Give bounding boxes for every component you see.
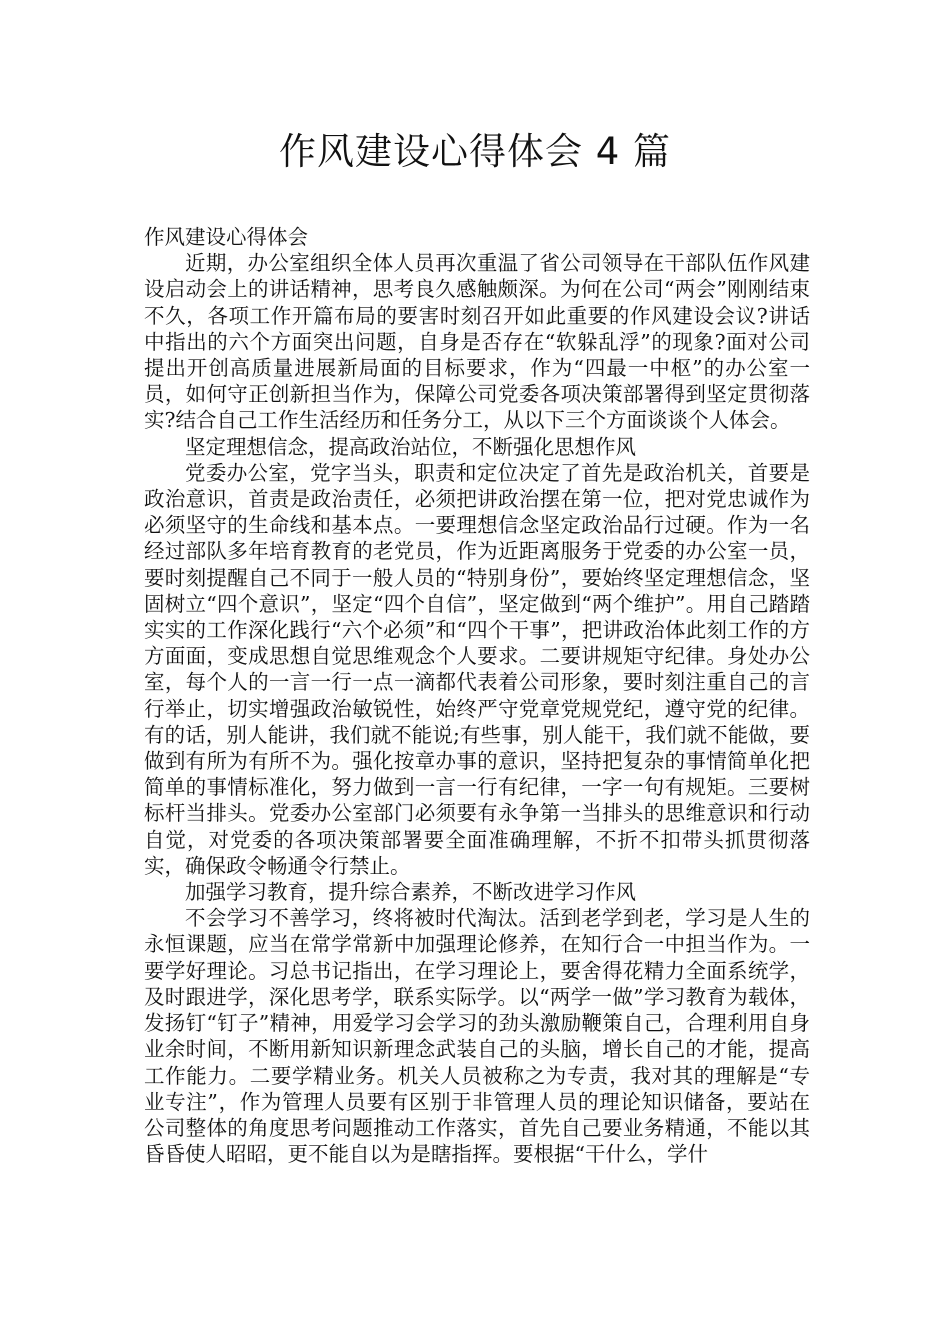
section-heading-1: 坚定理想信念，提高政治站位，不断强化思想作风: [185, 434, 636, 459]
section-heading-2: 加强学习教育，提升综合素养，不断改进学习作风: [185, 880, 636, 905]
section-subtitle: 作风建设心得体会: [144, 225, 308, 249]
document-title: 作风建设心得体会 4 篇: [278, 130, 672, 173]
paragraph-section-1: 党委办公室，党字当头，职责和定位决定了首先是政治机关，首要是政治意识，首责是政治责任，必须把讲政治摆在第一位，把对党忠诚作为必须坚守的生命线和基本点。一要理想信念坚定政治品行过硬。作为一名经过部队多年培育教育的老党员，作为近距离服务于党委的办公室一员，要时刻提醒自己不同于一般人员的“特别身份”，要始终坚定理想信念，坚固树立“四个意识”，坚定“四个自信”，坚定做到“两个维护”。用自己踏踏实实的工作深化践行“六个必须”和“四个干事”，把讲政治体此刻工作的方方面面，变成思想自觉思维观念个人要求。二要讲规矩守纪律。身处办公室，每个人的一言一行一点一滴都代表着公司形象，要时刻注重自己的言行举止，切实增强政治敏锐性，始终严守党章党规党纪，遵守党的纪律。有的话，别人能讲，我们就不能说;有些事，别人能干，我们就不能做，要做到有所为有所不为。强化按章办事的意识，坚持把复杂的事情简单化把简单的事情标准化，努力做到一言一行有纪律，一字一句有规矩。三要树标杆当排头。党委办公室部门必须要有永争第一当排头的思维意识和行动自觉，对党委的各项决策部署要全面准确理解，不折不扣带头抓贯彻落实，确保政令畅通令行禁止。: [144, 460, 810, 878]
paragraph-intro: 近期，办公室组织全体人员再次重温了省公司领导在干部队伍作风建设启动会上的讲话精神，思考良久感触颇深。为何在公司“两会”刚刚结束不久，各项工作开篇布局的要害时刻召开如此重要的作风建设会议?讲话中指出的六个方面突出问题，自身是否存在“软躲乱浮”的现象?面对公司提出开创高质量进展新局面的目标要求，作为“四最一中枢”的办公室一员，如何守正创新担当作为，保障公司党委各项决策部署得到坚定贯彻落实?结合自己工作生活经历和任务分工，从以下三个方面谈谈个人体会。: [144, 251, 810, 433]
document-body: [144, 224, 810, 1167]
paragraph-section-2: 不会学习不善学习，终将被时代淘汰。活到老学到老，学习是人生的永恒课题，应当在常学常新中加强理论修养，在知行合一中担当作为。一要学好理论。习总书记指出，在学习理论上，要舍得花精力全面系统学，及时跟进学，深化思考学，联系实际学。以“两学一做”学习教育为载体，发扬钉“钉子”精神，用爱学习会学习的劲头激励鞭策自己，合理利用自身业余时间，不断用新知识新理念武装自己的头脑，增长自己的才能，提高工作能力。二要学精业务。机关人员被称之为专责，我对其的理解是“专业专注”，作为管理人员要有区别于非管理人员的理论知识储备，要站在公司整体的角度思考问题推动工作落实，首先自己要业务精通，不能以其昏昏使人昭昭，更不能自以为是瞎指挥。要根据“干什么，学什: [144, 906, 810, 1167]
